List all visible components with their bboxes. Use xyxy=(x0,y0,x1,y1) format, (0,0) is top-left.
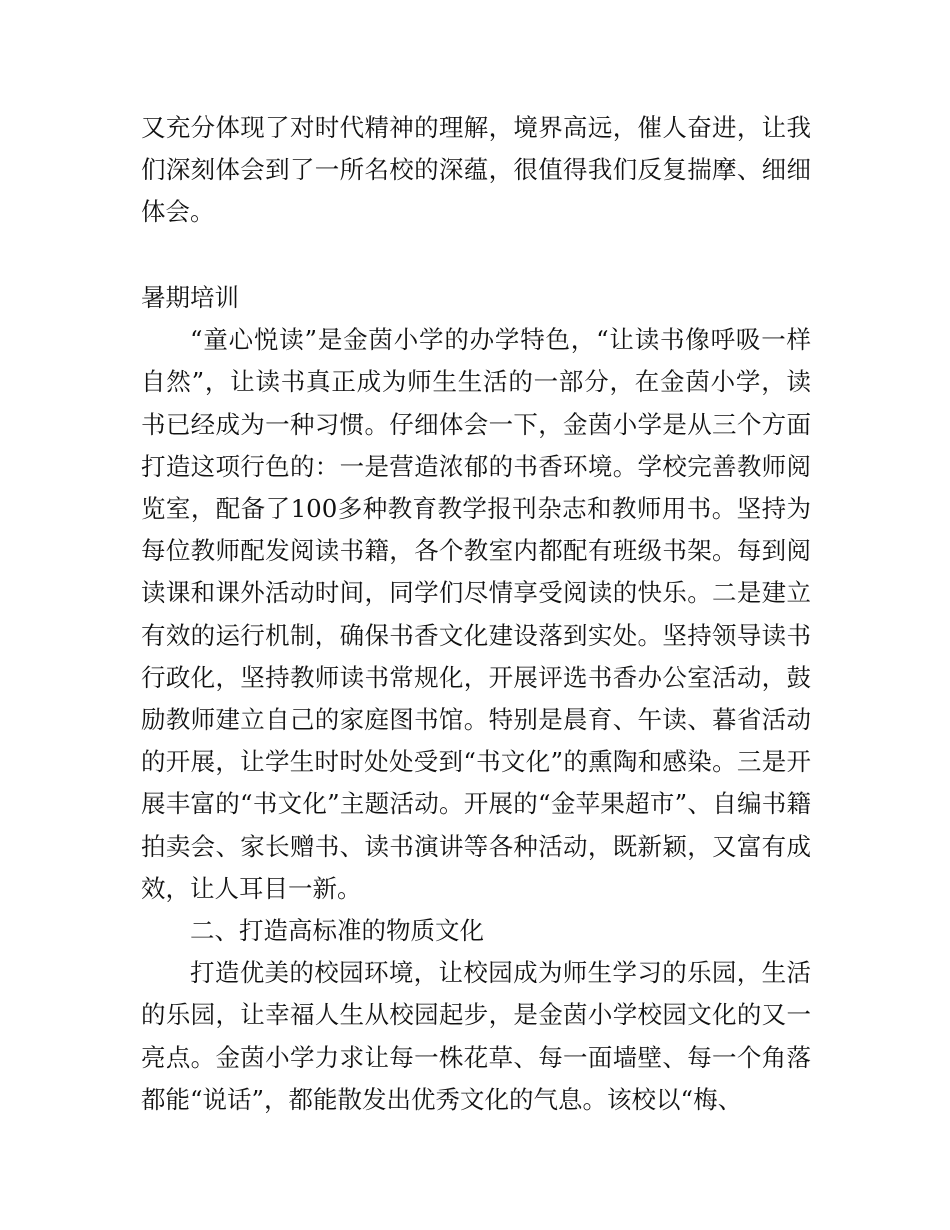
paragraph-reading-feature: “童心悦读”是金茵小学的办学特色，“让读书像呼吸一样自然”，让读书真正成为师生生活的一部分，在金茵小学，读书已经成为一种习惯。仔细体会一下，金茵小学是从三个方面打造这项行色的：一是营造浓郁的书香环境。学校完善教师阅览室，配备了100多种教育教学报刊杂志和教师用书。坚持为每位教师配发阅读书籍，各个教室内都配有班级书架。每到阅读课和课外活动时间，同学们尽情享受阅读的快乐。二是建立有效的运行机制，确保书香文化建设落到实处。坚持领导读书行政化，坚持教师读书常规化，开展评选书香办公室活动，鼓励教师建立自己的家庭图书馆。特别是晨育、午读、暮省活动的开展，让学生时时处处受到“书文化”的熏陶和感染。三是开展丰富的“书文化”主题活动。开展的“金苹果超市”、自编书籍拍卖会、家长赠书、读书演讲等各种活动，既新颖，又富有成效，让人耳目一新。 xyxy=(141,325,811,903)
section-block xyxy=(141,277,811,1121)
section-title: 暑期培训 xyxy=(141,283,239,312)
paragraph-campus-environment: 打造优美的校园环境，让校园成为师生学习的乐园，生活的乐园，让幸福人生从校园起步，是金茵小学校园文化的又一亮点。金茵小学力求让每一株花草、每一面墙壁、每一个角落都能“说话”，都能散发出优秀文化的气息。该校以“梅、 xyxy=(141,958,811,1114)
paragraph-heading-material-culture: 二、打造高标准的物质文化 xyxy=(190,916,484,946)
continued-paragraph-block xyxy=(141,107,811,234)
paragraph-continuation: 又充分体现了对时代精神的理解，境界高远，催人奋进，让我们深刻体会到了一所名校的深蕴，很值得我们反复揣摩、细细体会。 xyxy=(141,113,811,227)
